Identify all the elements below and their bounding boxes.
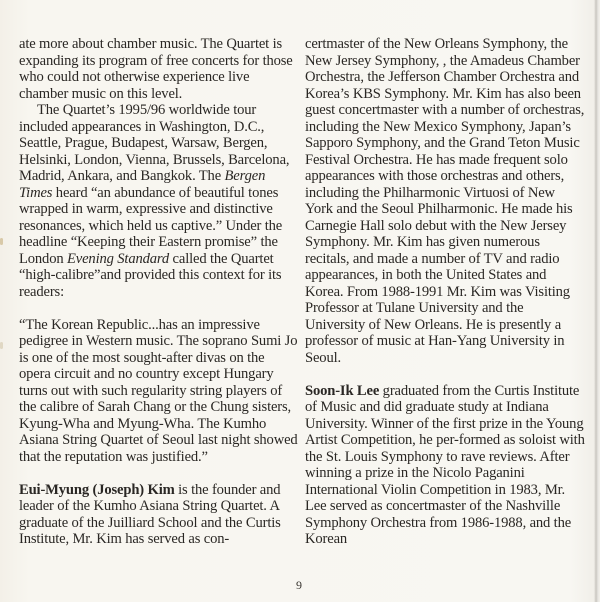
publication-name: Evening Standard bbox=[67, 250, 170, 267]
paragraph-world-tour bbox=[19, 102, 299, 300]
press-quote: “The Korean Republic...has an impressive pedigree in Western music. The soprano Sumi Jo is one of the most sought-after divas on the opera circuit and no country except Hungary turns out with such regularity string players of the calibre of Sarah Chang or the Chung sisters, Kyung-Wha and Myung-Wha. The Kumho Asiana String Quartet of Seoul last night showed that the reputation was justified.” bbox=[19, 316, 298, 465]
right-column bbox=[305, 36, 585, 548]
bio-kim-continued: certmaster of the New Orleans Symphony, the New Jersey Symphony, , the Amadeus Chamber Orchestra, the Jefferson Chamber Orchestra and Korea’s KBS Symphony. Mr. Kim has also been guest concertmaster with a number of orchestras, including the New Mexico Symphony, Japan’s Sapporo Symphony, and the Grand Teton Music Festival Orchestra. He has made frequent solo appearances with those orchestras and others, including the Philharmonic Virtuosi of New York and the Seoul Philharmonic. He made his Carnegie Hall solo debut with the New Jersey Symphony. Mr. Kim has given numerous recitals, and made a number of TV and radio appearances, in both the United States and Korea. From 1988-1991 Mr. Kim was Visiting Professor at Tulane University and the University of New Orleans. He is presently a professor of music at Han-Yang University in Seoul. bbox=[305, 36, 585, 366]
tour-text: heard “an abundance of beautiful tones wrapped in warm, expressive and distinctive resonances, which held us captive.” Under the headline “Keeping their Eastern promise” the London bbox=[19, 184, 283, 267]
bio-text: is the founder and leader of the Kumho Asiana String Quartet. A graduate of the Juilliard School and the Curtis Institute, Mr. Kim has served as con- bbox=[19, 481, 281, 547]
tour-text: called the Quartet “high-calibre”and provided this context for its readers: bbox=[19, 250, 282, 300]
publication-name: Bergen Times bbox=[19, 168, 266, 201]
page-number: 9 bbox=[296, 578, 302, 592]
tour-text: The Quartet’s 1995/96 worldwide tour included appearances in Washington, D.C., Seattle, Prague, Budapest, Warsaw, Bergen, Helsinki, London, Vienna, Brussels, Barcelona, Madrid, Ankara, and Bangkok. The bbox=[19, 102, 290, 184]
bio-kim bbox=[19, 482, 299, 548]
left-column bbox=[19, 36, 299, 548]
bio-text: graduated from the Curtis Institute of Music and did graduate study at Indiana University. Winner of the first prize in the Young Artist Competition, he per-formed as soloist with the St. Louis Symphony to rave reviews. After winning a prize in the Nicolo Paganini International Violin Competition in 1983, Mr. Lee served as concertmaster of the Nashville Symphony Orchestra from 1986-1988, and the Korean bbox=[305, 382, 585, 547]
page-edge-mark bbox=[0, 342, 3, 349]
bio-name: Eui-Myung (Joseph) Kim bbox=[19, 481, 175, 498]
bio-name: Soon-Ik Lee bbox=[305, 382, 380, 399]
bio-lee bbox=[305, 383, 585, 548]
page-edge-mark bbox=[0, 238, 3, 245]
paragraph-chamber-music: ate more about chamber music. The Quartet is expanding its program of free concerts for those who could not otherwise experience live chamber music on this level. bbox=[19, 36, 293, 102]
